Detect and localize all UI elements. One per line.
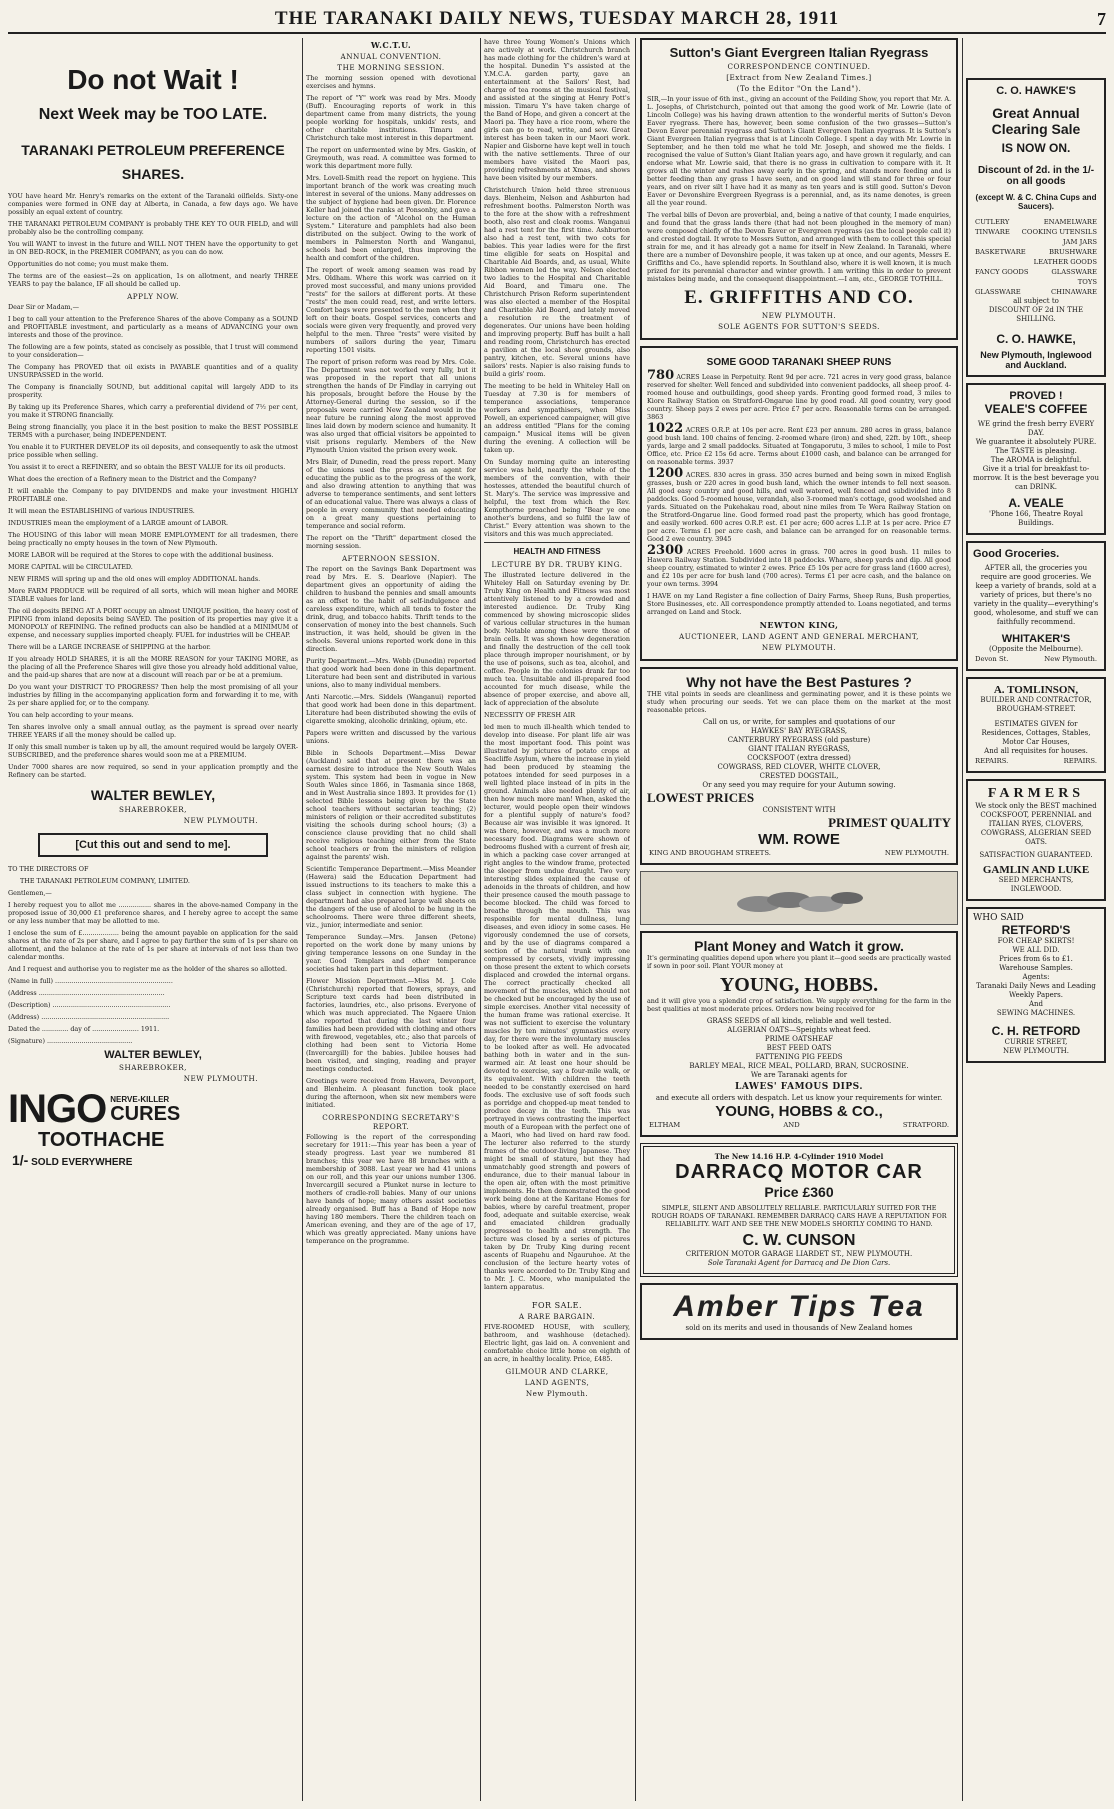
- paragraph: have three Young Women's Unions which are actively at work. Christchurch branch has made clothing for the children's ward at the hospital. Dunedin Y's assisted at the Y.M.C.A. garden party, gave an entertainment at the Sailors' Rest, had charge of tea rooms at the musical festival, and assisted at the singing at Henry Pott's mission. Timaru Y's have taken charge of the Band of Hope, and given a concert at the Maori pa. They have a rice room, where the girls can go to read, write, and sew. Great interest has been taken in our Maori work. Napier and Gisborne have kept well in touch with the native settlements. Three of our members have visited the Maori pas, providing refreshments at Xmas, and shows have been visited by our members.: [484, 38, 630, 182]
- paragraph: Temperance Sunday.—Mrs. Jansen (Petone) reported on the work done by many unions by giving temperance lessons on one Sunday in the year. Good Templars and other temperance societies had taken part in this department.: [306, 933, 476, 973]
- column-farm-ads: [640, 38, 958, 1801]
- form-fields: [8, 977, 298, 1021]
- coffee-guarantee: We guarantee it absolutely PURE.: [975, 438, 1097, 446]
- paragraph: On Sunday morning quite an interesting service was held, nearly the whole of the members of the convention, with their hostesses, attended the beautiful church of St. Mary's. The service was impressive and helpful, the text from which the Rev. Kempthorne preached being "Bear ye one another's burdens, and so fulfil the law of Christ." Every attention was shown to the visitors and this was much appreciated.: [484, 458, 630, 538]
- hawke-discount: Discount of 2d. in the 1/- on all goods: [977, 165, 1095, 187]
- darracq-top: The New 14.16 H.P. 4-Cylinder 1910 Model: [714, 1152, 884, 1161]
- grass-item: BEST FEED OATS: [766, 1044, 832, 1052]
- paragraph: The morning session opened with devotional exercises and hymns.: [306, 74, 476, 90]
- whitaker-sub: (Opposite the Melbourne).: [988, 645, 1084, 653]
- sutton-title: Sutton's Giant Evergreen Italian Ryegrass: [669, 45, 929, 60]
- column-wctu: [306, 38, 476, 1801]
- seed-item: GIANT ITALIAN RYEGRASS,: [748, 745, 850, 753]
- bargain-head: A RARE BARGAIN.: [518, 1312, 596, 1321]
- yh-eltham: ELTHAM: [649, 1121, 681, 1129]
- grass-list: [647, 1017, 951, 1071]
- ingo-cures: CURES: [110, 1102, 181, 1125]
- signature-2-title: SHAREBROKER,: [119, 1063, 187, 1072]
- form-text-3: And I request and authorise you to register me as the holder of the shares so allotted.: [8, 965, 288, 973]
- we-all-did: WE ALL DID.: [1012, 946, 1060, 954]
- run-text: ACRES Lease in Perpetuity. Rent 9d per acre. 721 acres in very good grass, balance reserved for shelter. Well fenced and subdivided into convenient paddocks, all sheep proof. 4-roomed house and outbuildings, good sheep yards. Fronting good formed road, 3 miles to Kiore Railway Station on Stratford-Ongarue line by good road. All good country, very good country. Sheep pays 2 ewes per acre. Price £7 per acre. Reasonable terms can be arranged. 3863: [647, 373, 951, 421]
- veale-advert: [966, 383, 1106, 535]
- letter-body: [8, 315, 298, 779]
- tomlinson-street: BROUGHAM-STREET.: [996, 705, 1076, 713]
- paragraph: Under 7000 shares are now required, so send in your application promptly and the Refinery can be started.: [8, 763, 298, 779]
- ingo-price: 1/-: [12, 1152, 29, 1168]
- griffiths-agents: SOLE AGENTS FOR SUTTON'S SEEDS.: [718, 322, 880, 331]
- yh-company: YOUNG, HOBBS & CO.,: [715, 1103, 883, 1120]
- paragraph: The illustrated lecture delivered in the Whiteley Hall on Saturday evening by Dr. Truby King on Health and Fitness was most attentively listened to by a crowded and interested audience. Dr. Truby King commenced by showing microscopic slides of various cellular structures in the human body. Notable among these were those of brain cells. It was shown how degeneration and finally the destruction of the cell took place through improper nourishment, or by the use of poisons, such as tea, alcohol, and coffee. People in the colonies drank far too much tea. Unsuitable and ill-prepared food accounted for much disease, while the absence of proper exercise, and above all, lack of appreciation of the absolute: [484, 571, 630, 707]
- masthead-title: THE TARANAKI DAILY NEWS, TUESDAY MARCH 28, 1911: [274, 8, 840, 29]
- goods-item: BASKETWARE: [975, 248, 1026, 256]
- hawke-name-2: C. O. HAWKE,: [996, 332, 1076, 346]
- seed-item: HAWKES' BAY RYEGRASS,: [750, 727, 848, 735]
- retford-advert: [966, 907, 1106, 1063]
- paragraph: The HOUSING of this labor will mean MORE EMPLOYMENT for all tradesmen, there being practically no empty houses in the town of New Plymouth.: [8, 531, 298, 547]
- column-petroleum-advert: [8, 38, 298, 1801]
- lawes-text: and execute all orders with despatch. Let us know your requirements for winter.: [655, 1094, 943, 1102]
- paragraph: More FARM PRODUCE will be required of all sorts, which will mean higher and MORE STABLE values for land.: [8, 587, 298, 603]
- hawke-clearing: Clearing Sale: [991, 121, 1081, 137]
- signature-title: SHAREBROKER,: [119, 805, 187, 814]
- darracq-price: Price £360: [764, 1184, 834, 1200]
- wctu-afternoon: AFTERNOON SESSION.: [341, 554, 440, 563]
- paragraph: It will enable the Company to pay DIVIDENDS and make your investment HIGHLY PROFITABLE one.: [8, 487, 298, 503]
- column-rule: [962, 38, 963, 1801]
- cut-notice-box: [38, 833, 268, 857]
- run-text: ACRES O.R.P. at 10s per acre. Rent £23 per annum. 280 acres in grass, balance good bush land. 100 chains of fencing. 2-roomed whare (iron) and shed, 22ft. by 10ft., sheep yards, large and 2 small paddocks. Situated at Tongaporutu, 3 miles to school, 1 mile to Post Office, etc. Price £2 15s 6d acre. Terms about £1000 cash, and balance can be arranged for on reasonable terms. 3937: [647, 426, 951, 466]
- run-text: ACRES Freehold. 1600 acres in grass. 700 acres in good bush. 11 miles to Hawera Railway Station. Subdivided into 18 paddocks. Whare, sheep yards and dip. All good sheep country, estimated to winter 2 ewes. Price £5 10s per acre for grass land (1600 acres), and £2 10s per acre for bush land (700 acres). Terms £1 per acre cash, and the balance on your own terms. 3994: [647, 548, 951, 588]
- apply-now: APPLY NOW.: [127, 292, 179, 301]
- paragraph: Papers were written and discussed by the various unions.: [306, 729, 476, 745]
- wctu-corr: CORRESPONDING SECRETARY'S REPORT.: [322, 1113, 460, 1131]
- run-acres: 1200: [647, 466, 684, 481]
- goods-item: TOYS: [1077, 278, 1097, 286]
- paragraph: THE TARANAKI PETROLEUM COMPANY is probably THE KEY TO OUR FIELD, and will probably also be the controlling company.: [8, 220, 298, 236]
- intro-text: [8, 192, 298, 288]
- tomlinson-advert: [966, 677, 1106, 773]
- cheap-skirts: FOR CHEAP SKIRTS!: [997, 937, 1075, 945]
- goods-row: [973, 287, 1099, 297]
- wctu-morning-text: [306, 74, 476, 550]
- paragraph: You enable it to FURTHER DEVELOP its oil deposits, and consequently to ask the utmost price possible when selling.: [8, 443, 298, 459]
- health-lecture: LECTURE BY DR. TRUBY KING.: [491, 560, 623, 569]
- grass-item: BARLEY MEAL, RICE MEAL, POLLARD, BRAN, SUCROSINE.: [689, 1062, 909, 1070]
- retford-name: C. H. RETFORD: [991, 1024, 1081, 1038]
- gamlin-name: GAMLIN AND LUKE: [982, 864, 1090, 876]
- column-rule: [302, 38, 303, 1801]
- coffee-trial: Give it a trial for breakfast to-morrow. It is the best beverage you can DRINK.: [973, 465, 1099, 491]
- form-signature: (Signature) ..........................................: [8, 1037, 133, 1045]
- proved: PROVED !: [1009, 390, 1063, 402]
- grass-item: ALGERIAN OATS—Speights wheat feed.: [727, 1026, 871, 1034]
- paragraph: By taking up its Preference Shares, which carry a preferential dividend of 7½ per cent, you make it STRONG financially.: [8, 403, 298, 419]
- ingo-nerve-killer: NERVE-KILLER: [110, 1094, 170, 1104]
- form-field: (Description) ..........................................................: [8, 1001, 171, 1009]
- hawke-advert: [966, 78, 1106, 377]
- retford-prices: Prices from 6s to £1.: [999, 955, 1073, 963]
- groceries-text: AFTER all, the groceries you require are good groceries. We keep a variety of brands, sold at a variety of prices, but there's no variety in the quality—everything's good, wholesome, and stuff we can faithfully recommend.: [973, 564, 1099, 626]
- paragraph: YOU have heard Mr. Henry's remarks on the extent of the Taranaki oilfields. Sixty-one companies were formed in ONE day at Alberta, in Canada, a few days ago. We have possibly an equal extent of country.: [8, 192, 298, 216]
- goods-item: BRUSHWARE: [1048, 248, 1097, 256]
- rowe-name: WM. ROWE: [758, 831, 840, 848]
- plant-text-2: and it will give you a splendid crop of satisfaction. We supply everything for the farm in the best qualities at most moderate prices. Orders now being received for: [647, 997, 951, 1013]
- sheep-runs-head: SOME GOOD TARANAKI SHEEP RUNS: [706, 357, 892, 368]
- plant-head: Plant Money and Watch it grow.: [694, 938, 904, 954]
- repairs-left: REPAIRS.: [975, 757, 1009, 765]
- hawke-now-on: IS NOW ON.: [1001, 141, 1071, 155]
- griffiths-place: NEW PLYMOUTH.: [761, 311, 837, 320]
- wctu-head: W.C.T.U.: [370, 40, 412, 50]
- form-field: (Name in full) ..........................................................: [8, 977, 173, 985]
- paragraph: You can help according to your means.: [8, 711, 134, 719]
- goods-row: [973, 227, 1099, 237]
- repairs-row: [973, 756, 1099, 766]
- primest-quality: PRIMEST QUALITY: [828, 815, 951, 830]
- paragraph: The report of prison reform was read by Mrs. Cole. The Department was not worked very fully, but it was proposed in the report that all unions strengthen the hands of Dr Findlay in carrying out his proposals, brought before the House by the Attorney-General during the session, so if the proposals were carried New Zealand would in the near future be running along the most approved lines laid down by modern science and humanity. It was also urged that official visitors be appointed to visit prisons regularly. Members of the New Plymouth Union visited the prison every week.: [306, 358, 476, 454]
- yh-branch-row: [647, 1120, 951, 1130]
- sutton-body: SIR,—In your issue of 6th inst., giving an account of the Feilding Show, you report that Mr. A. L. Josephs, of Christchurch, pointed out that among the good work of Mr. Lowrie (late of Lincoln College) was his having drawn attention to the wonderful merits of Sutton's Devon Eaver ryegrass. There has, however, been some confusion of the two grasses—Sutton's Devon Eaver perennial ryegrass and Sutton's Giant Evergreen Italian ryegrass. It is Sutton's Giant Evergreen Italian ryegrass that is at Lincoln College. I spent a day with Mr. Lowrie in September, and he then told me what he told Mr. Joseph, and showed me the fields. I recognised the value of Sutton's Giant Italian years ago, and have grown it regularly, and can endorse what Mr. Lowrie said, that there is no grass in cultivation to compare with it. It grows all the winter and rushes away early in the spring, and stands more feeding and is better feeding than any grass I have seen, and on good land will stand for three or four years, and on river silt I have had it as many as ten years and is still good. Sutton's Devon Eaver or Devonshire Evergreen Ryegrass is a perennial, and, as its name denotes, is green all the year round.: [647, 95, 951, 207]
- paragraph: The Company has PROVED that oil exists in PAYABLE quantities and of a quality UNSURPASSED in the world.: [8, 363, 298, 379]
- who-said: WHO SAID: [973, 913, 1024, 923]
- seed-item: CRESTED DOGSTAIL,: [759, 772, 839, 780]
- masthead: [8, 6, 1106, 34]
- for-sale-head: FOR SALE.: [531, 1301, 583, 1310]
- coins-illustration: [640, 871, 958, 925]
- ingo-brand: INGO: [8, 1087, 107, 1131]
- goods-item: GLASSWARE: [975, 288, 1021, 296]
- darracq-advert: [640, 1143, 958, 1277]
- goods-item: LEATHER GOODS: [1033, 258, 1097, 266]
- seeds-note: Or any seed you may require for your Autumn sowing.: [702, 781, 896, 789]
- sheep-run-item: [647, 466, 951, 543]
- retford-title: RETFORD'S: [1001, 923, 1071, 937]
- paragraph: NECESSITY OF FRESH AIR: [484, 711, 576, 719]
- paragraph: Opportunities do not come; you must make them.: [8, 260, 169, 268]
- health-head: HEALTH AND FITNESS: [484, 542, 630, 556]
- tomlinson-builder: BUILDER AND CONTRACTOR,: [980, 696, 1092, 704]
- run-acres: 2300: [647, 543, 684, 558]
- column-shop-ads: [966, 38, 1106, 1801]
- paragraph: led men to much ill-health which tended to develop into disease. For plant life air was the most important food. This point was illustrated by pictures of potato crops at Seacliffe Asylum, where the increase in yield had been produced by steaming the potatoes intended for seed purposes in a well lighted place instead of in pits in the ground. Animals also needed plenty of air, then how much more man! When, asked the lecturer, would people open their windows for a plentiful supply of nature's food? Because air was invisible it was ignored. It was there, however, and was a much more necessary food. Diagrams were shown of bedrooms flushed with a current of fresh air, in which a packing case cover arranged at right angles to the window frame, protected the sleeper from undue draught. Two very interesting slides explained the cause of adenoids in the throats of children, and how their presence caused the mouth passage to become blocked. The child was forced to breathe through the mouth. This was responsible for mental dullness, lung diseases, and even idiocy in some cases. He vigorously condemned the use of corsets, and by the use of diagrams compared a section of the natural trunk with one compressed by corsets, vividly impressing on those present the extent to which corsets displaced and crowded the internal organs. The correct practically checked all movement of the muscles, which should not be checked but be encouraged by the use of simple exercises. Another vital necessity of the human frame was rational exercise. It was not sufficient to exercise the voluntary muscles by ten minutes' gymnastics every day, for there were the involuntary muscles to be looked after as well. He advocated bathing both in water and in the sun-warmed air. At least one hour should be devoted to exercise, say a four-mile walk, or its equivalent. With children the teeth needed to be constantly exercised on hard foods. The exclusive use of soft foods such as porridge and chopped-up meat tended to produce decay in the teeth. This was portrayed in views contrasting the imperfect mouth of a European with the perfect one of a Maori, who had lived on hard raw food. The lecturer also referred to the sturdy frames of the outdoor-living Japanese. They might be small of stature, but they had unmatchably good strength and powers of endurance, due to their manual labour in the open air, often with the most primitive implements. He then demonstrated the good work being done at the Karitane Homes for babies, where by careful treatment, proper food, adequate and suitable exercise, weak and emaciated children gradually progressed to health and strength. The lecture was closed by a series of pictures taken by Dr. Truby King during recent ascents of Ruapehu and Ngauruhoe. At the conclusion of the lecture hearty votes of thanks were accorded to Dr. Truby King and to Mr. J. C. Moore, who manipulated the lantern apparatus.: [484, 723, 630, 1291]
- form-to: TO THE DIRECTORS OF: [8, 865, 89, 873]
- signature-2-place: NEW PLYMOUTH.: [183, 1074, 258, 1083]
- hawke-places: New Plymouth, Inglewood and Auckland.: [980, 350, 1092, 370]
- paragraph: Ten shares involve only a small annual outlay, as the payment is spread over nearly THREE YEARS if all the money should be called up.: [8, 723, 298, 739]
- paragraph: If you already HOLD SHARES, it is all the MORE REASON for your TAKING MORE, as the placing of all the Preference Shares will give those you already hold additional value, and the paid-up shares that are now at a discount will reach par or be at a premium.: [8, 655, 298, 679]
- ingo-toothache: TOOTHACHE: [38, 1129, 165, 1151]
- health-text: [484, 571, 630, 1291]
- paragraph: The meeting to be held in Whiteley Hall on Tuesday at 7.30 is for members of temperance associations, temperance workers and sympathisers, when Miss Powell, an experienced campaigner, will give an address entitled "Plans for the coming campaign." Musical items will be given during the evening. A collection will be taken up.: [484, 382, 630, 454]
- whitaker-place: New Plymouth.: [1044, 655, 1097, 663]
- column-rule: [635, 38, 636, 1801]
- paragraph: The Company is financially SOUND, but additional capital will largely ADD to its prosperity.: [8, 383, 298, 399]
- sheep-run-item: [647, 421, 951, 466]
- paragraph: Mrs Blair, of Dunedin, read the press report. Many of the unions used the press as an agent for educating the public as to the progress of the work, and also drawing attention to anything that was adverse to temperance sentiments, and sent letters of an educational value. There was always a class of people in every community that needed educating on a great many questions pertaining to temperance and social reform.: [306, 458, 476, 530]
- goods-row: [973, 267, 1099, 277]
- seed-list: [647, 727, 951, 781]
- paragraph: I beg to call your attention to the Preference Shares of the above Company as a SOUND and PROFITABLE investment, and particularly as a means of ADVANCING your own interests and those of the province.: [8, 315, 298, 339]
- cunson-sole: Sole Taranaki Agent for Darracq and De Dion Cars.: [707, 1259, 891, 1267]
- goods-item: JAM JARS: [1062, 238, 1097, 246]
- whitaker-street: Devon St.: [975, 655, 1009, 663]
- consistent-with: CONSISTENT WITH: [762, 806, 836, 814]
- rowe-address: KING AND BROUGHAM STREETS.: [649, 849, 771, 857]
- column-health: [484, 38, 630, 1801]
- sheep-runs-list: [647, 368, 951, 588]
- whitaker-advert: [966, 541, 1106, 671]
- paragraph: Do you want your DISTRICT TO PROGRESS? Then help the most promising of all your industries by filling in the accompanying application form and forwarding it to me, with 2s per share applied for, or to the company.: [8, 683, 298, 707]
- rowe-place: NEW PLYMOUTH.: [884, 849, 949, 857]
- paragraph: It will mean the ESTABLISHING of various INDUSTRIES.: [8, 507, 195, 515]
- rowe-address-row: [647, 848, 951, 858]
- sutton-advert: [640, 38, 958, 340]
- signature-place: NEW PLYMOUTH.: [183, 816, 258, 825]
- ingo-sold: SOLD EVERYWHERE: [31, 1157, 133, 1168]
- pastures-call: Call on us, or write, for samples and quotations of our: [702, 718, 896, 726]
- wctu-afternoon-text: [306, 565, 476, 1109]
- paragraph: Anti Narcotic.—Mrs. Siddels (Wanganui) reported that good work had been done in this department. Literature had been distributed showing the evils of cigarette smoking, alcoholic drinking, opium, etc.: [306, 693, 476, 725]
- retford-street: CURRIE STREET,: [1004, 1038, 1068, 1046]
- rowe-advert: [640, 667, 958, 865]
- lowest-prices: LOWEST PRICES: [647, 790, 755, 805]
- farmers-head: FARMERS: [987, 786, 1085, 801]
- yh-and: AND: [783, 1121, 800, 1129]
- newton-title: AUCTIONEER, LAND AGENT AND GENERAL MERCHANT,: [679, 632, 919, 641]
- paragraph: Greetings were received from Hawera, Devonport, and Blenheim. A pleasant function took place during the afternoon, when six new members were initiated.: [306, 1077, 476, 1109]
- paragraph: Christchurch Union held three strenuous days. Blenheim, Nelson and Ashburton had refreshment booths. Palmerston North was to the fore at the show with a refreshment booth, also rest and cloak rooms. Wanganui had a rest tent for the first time. Ashburton also had a rest tent, with two cots for babies. This year ladies were for the first time eligible for seats on Hospital and Charitable Aid Boards, and, as usual, White Ribbon women led the way. Nelson elected two ladies to the Hospital and Charitable Aid Board, and Timaru one. The Christchurch Prison Reform superintendent was also elected a member of the Hospital and Charitable Aid Board, and lately moved a resolution re the treatment of degenerates. Our unions have been holding and improving property. Buff has built a hall and reading room, Christchurch has erected a pavilion at the local show grounds, also pantry, kitchen, etc. Several unions have sailors' rests. Napier is also raising funds to build a girls' room.: [484, 186, 630, 378]
- hawke-discount-2: DISCOUNT OF 2d IN THE SHILLING.: [988, 306, 1084, 323]
- seed-item: COWGRASS, RED CLOVER, WHITE CLOVER,: [717, 763, 881, 771]
- hawke-annual: Great Annual: [992, 105, 1080, 121]
- headline-do-not-wait: Do not Wait !: [67, 64, 239, 95]
- sheep-run-item: [647, 368, 951, 421]
- paragraph: The report on the "Thrift" department closed the morning session.: [306, 534, 476, 550]
- form-company: THE TARANAKI PETROLEUM COMPANY, LIMITED.: [20, 877, 190, 885]
- paragraph: There will be a LARGE INCREASE of SHIPPING at the harbor.: [8, 643, 211, 651]
- paragraph: Purity Department.—Mrs. Webb (Dunedin) reported that good work had been done in this department. Literature had been sent and distributed in various unions, also to many individual members.: [306, 657, 476, 689]
- wctu-sub: ANNUAL CONVENTION.: [340, 52, 442, 61]
- yh-stratford: STRATFORD.: [902, 1121, 949, 1129]
- coffee-aroma: The AROMA is delightful.: [990, 456, 1082, 464]
- paragraph: The report of "Y" work was read by Mrs. Moody (Buff). Encouraging reports of work in this department came from many districts, the young people working for hospitals, unkids' rests, and other charitable institutions. Timaru and Christchurch take most interest in this department.: [306, 94, 476, 142]
- and-word: And: [1028, 1000, 1044, 1008]
- paragraph: What does the erection of a Refinery mean to the District and the Company?: [8, 475, 257, 483]
- sale-agent: GILMOUR AND CLARKE,: [505, 1367, 609, 1376]
- sale-place: New Plymouth.: [525, 1389, 589, 1398]
- seed-item: COCKSFOOT (extra dressed): [747, 754, 851, 762]
- tomlinson-name: A. TOMLINSON,: [993, 684, 1079, 696]
- retford-place: NEW PLYMOUTH.: [1003, 1047, 1069, 1055]
- sewing: SEWING MACHINES.: [996, 1009, 1076, 1017]
- paragraph: Scientific Temperance Department.—Miss Meander (Hawera) said the Education Department had issued instructions to its teachers to make this a class subject in connection with hygiene. The department had also prepared large wall sheets on the dangers of the use of alcohol to be hung in the schoolrooms. There were three different sheets, viz., junior, intermediate and senior.: [306, 865, 476, 929]
- wctu-session: THE MORNING SESSION.: [337, 63, 445, 72]
- signature-2-name: WALTER BEWLEY,: [104, 1049, 202, 1061]
- paragraph: MORE CAPITAL will be CIRCULATED.: [8, 563, 133, 571]
- amber-tips-advert: [640, 1283, 958, 1340]
- sutton-sub: CORRESPONDENCE CONTINUED.: [727, 62, 871, 71]
- paragraph: Following is the report of the corresponding secretary for 1911:—This year has been a year of steady progress. Last year we numbered 81 branches; this year we have 88 branches with a membership of 3088. Last year we had 41 unions on our roll, and this year our unions number 1306. Invercargill secured a Plunket nurse in lecture to mothers of cradle-roll babies. Many of our unions have bands of hope; many others assist societies already organised. Buff has a Band of Hope now having 180 members. There the children teach on American evening, and they are of the age of 17, which was greatly appreciated. Many unions have temperance on the programme.: [306, 1133, 476, 1245]
- goods-row: [973, 257, 1099, 267]
- lawes-pre: We are Taranaki agents for: [750, 1071, 848, 1079]
- paragraph: Flower Mission Department.—Miss M. J. Cole (Christchurch) reported that flowers, sprays, and Scripture text cards had been distributed in factories, laundries, etc., also prisons. Everyone of which was much appreciated. The Ngaere Union also reported that during the last winter four families had been provided with clothing and others with firewood, vegetables, etc.; also that parcels of clothing had been sent to Victoria Home (Invercargill) for the babies. Jubilee houses had been visited, and singing, reading and prayer meetings conducted.: [306, 977, 476, 1073]
- ingo-advert: [8, 1089, 298, 1129]
- paragraph: Bible in Schools Department.—Miss Dewar (Auckland) said that at present there was an earnest desire to introduce the New South Wales system. This system had been in vogue in New South Wales since 1866, in Tasmania since 1868, and in West Australia since 1893. It provides for (1) selected Bible lessons being given by the State school teachers without sectarian teaching; (2) ministers of religion or their accredited substitutes visiting the schools during school hours; (3) a conscience clause providing that no child shall receive religious teaching either from the State school teachers or from the ministers of religion against the parents' wish.: [306, 749, 476, 861]
- hawke-subject: all subject to: [1013, 297, 1059, 305]
- form-salutation: Gentlemen,—: [8, 889, 52, 897]
- goods-row: [973, 237, 1099, 247]
- lawes-dips: LAWES' FAMOUS DIPS.: [735, 1082, 863, 1092]
- goods-row: [973, 217, 1099, 227]
- newton-name: NEWTON KING,: [759, 620, 839, 630]
- salutation: Dear Sir or Madam,—: [8, 303, 79, 311]
- cunson-addr: CRITERION MOTOR GARAGE LIARDET ST., NEW PLYMOUTH.: [685, 1250, 913, 1258]
- sutton-extract: [Extract from New Zealand Times.]: [726, 73, 872, 82]
- paragraph: You assist it to erect a REFINERY, and so obtain the BEST VALUE for its oil products.: [8, 463, 286, 471]
- grass-item: FATTENING PIG FEEDS: [755, 1053, 843, 1061]
- sale-text: FIVE-ROOMED HOUSE, with scullery, bathroom, and washhouse (detached). Electric light, gas laid on. A convenient and comfortable choice little home on eighth of an acre, in healthy locality. Price, £485.: [484, 1323, 630, 1363]
- form-field: (Address ..............................................................: [8, 989, 165, 997]
- grass-item: GRASS SEEDS of all kinds, reliable and well tested.: [706, 1017, 892, 1025]
- gamlin-advert: [966, 779, 1106, 901]
- run-acres: 780: [647, 368, 675, 383]
- satisfaction: SATISFACTION GUARANTEED.: [979, 851, 1093, 859]
- paragraph: The report of week among seamen was read by Mrs. Oldham. Where this work was carried on it proved most successful, and many unions provided "rests" for the sailors at different ports. At these "rests" the men could read, rest, and write letters. Comfort bags were presented to the men when they left on their boats. Gospel services, concerts and socials were given very frequently, and proved very helpful to the men. Three "rests" were visited by numbers of sailors during the year, Timaru reporting 1501 visits.: [306, 266, 476, 354]
- paragraph: The oil deposits BEING AT A PORT occupy an almost UNIQUE position, the heavy cost of PIPING from inland deposits being SAVED. The position of its properties may give it a MONOPOLY of REFINING. The refined products can also be handled at a MINIMUM of expense, and necessary supplies imported cheaply. FUEL for industries will be CHEAP.: [8, 607, 298, 639]
- ingo-copy: [110, 1095, 180, 1124]
- paragraph: The report on unfermented wine by Mrs. Gaskin, of Greymouth, was read. A committee was formed to work this department more fully.: [306, 146, 476, 170]
- signature-name: WALTER BEWLEY,: [90, 787, 216, 803]
- cunson-name: C. W. CUNSON: [742, 1232, 856, 1249]
- good-groceries: Good Groceries.: [973, 548, 1060, 560]
- headline-petroleum: TARANAKI PETROLEUM PREFERENCE: [21, 142, 285, 158]
- paragraph: Being strong financially, you place it in the best position to make the BEST POSSIBLE TERMS with a purchaser, being INDEPENDENT.: [8, 423, 298, 439]
- cut-notice: [Cut this out and send to me].: [75, 839, 231, 851]
- goods-item: ENAMELWARE: [1043, 218, 1097, 226]
- goods-item: TINWARE: [975, 228, 1010, 236]
- amber-title: Amber Tips Tea: [673, 1290, 925, 1323]
- sale-agent-2: LAND AGENTS,: [524, 1378, 590, 1387]
- headline-too-late: Next Week may be TOO LATE.: [38, 106, 268, 123]
- agents: Agents:: [1022, 973, 1050, 981]
- pastures-head: Why not have the Best Pastures ?: [686, 674, 912, 690]
- run-acres: 1022: [647, 421, 684, 436]
- goods-item: CUTLERY: [975, 218, 1010, 226]
- run-text: ACRES. 830 acres in grass. 350 acres burned and being sown in mixed English grasses, bush or 220 acres in good bush land, which the owner intends to fell next season. All good easy country and good hills, and well watered, well fenced and subdivided into 8 paddocks. Good 5-roomed house, verandah, also 3-roomed man's cottage, good woolshed and yards. Situated on the Pukehakau road, about nine miles from Te Wera Railway Station on the Stratford-Ongarue line. Good formed road past the property, which has good frontage, and easily worked. 600 acres O.R.P. est. £1 per acre; 600 acres L.I.P. at 1s per acre. Price £7 per acre. Terms £1 per acre cash, and balance can be arranged for on reasonable terms. Good 2 ewe country. 3945: [647, 471, 951, 543]
- goods-row: [973, 247, 1099, 257]
- coffee-taste: The TASTE is pleasing.: [995, 447, 1077, 455]
- page-number: 7: [1097, 8, 1106, 29]
- whitaker-name: WHITAKER'S: [1001, 633, 1071, 645]
- form-dated: Dated the ............. day of ....................... 1911.: [8, 1025, 160, 1033]
- goods-item: COOKING UTENSILS: [1021, 228, 1097, 236]
- column-rule: [480, 38, 481, 1801]
- paragraph: You will WANT to invest in the future and WILL NOT THEN have the opportunity to get in ON BED-ROCK, in the PREMIER COMPANY, as you can do now.: [8, 240, 298, 256]
- form-text-1: I hereby request you to allot me ................ shares in the above-named Company in the proposed issue of 30,000 £1 preference shares, and I hereby agree to accept the same or any less number that may be allotted to me.: [8, 901, 298, 925]
- paragraph: NEW FIRMS will spring up and the old ones will employ ADDITIONAL hands.: [8, 575, 261, 583]
- veale-name: A. VEALE: [1008, 496, 1064, 510]
- young-hobbs-advert: [640, 931, 958, 1137]
- sheep-runs-advert: [640, 346, 958, 661]
- paragraph: Mrs. Lovell-Smith read the report on hygiene. This important branch of the work was creating much interest in several of the unions. Many addresses on the subject of hygiene had been given. Dr. Florence Keller had joined the ranks at Ponsonby, and gave a lecture on the action of "Alcohol on the Human System." Literature and pamphlets had also been distributed on the subject. Owing to the work of members in Palmerston North and Wanganui, schools had been enlarged, thus improving the health and comfort of the children.: [306, 174, 476, 262]
- paragraph: The report on the Savings Bank Department was read by Mrs. E. S. Dearlove (Napier). The department gives an opportunity of aiding the children to husband the pennies and small amounts as an offset to the habit of self-indulgence and careless expenditure, which all tends to foster the drink, drug, and tobacco habits. Thrift tends to the conservation of money into the best channels. Such instruction, it was held, should be given in the schools. Several unions reported work done in this direction.: [306, 565, 476, 653]
- veale-phone: 'Phone 166, Theatre Royal Buildings.: [989, 510, 1083, 527]
- darracq-text: SIMPLE, SILENT AND ABSOLUTELY RELIABLE. PARTICULARLY SUITED FOR THE ROUGH ROADS OF TARANAKI. REMEMBER DARRACQ CARS HAVE A REPUTATION FOR RELIABILITY. WAIT AND SEE THE NEW MODELS SHORTLY COMING TO HAND.: [651, 1204, 947, 1228]
- paragraph: MORE LABOR will be required at the Stores to cope with the additional business.: [8, 551, 274, 559]
- wctu-continued-text: [484, 38, 630, 378]
- sheep-run-item: [647, 543, 951, 588]
- tomlinson-requisites: And all requisites for houses.: [984, 747, 1088, 755]
- gamlin-sub: SEED MERCHANTS,: [998, 876, 1074, 884]
- gamlin-place: INGLEWOOD.: [1010, 885, 1062, 893]
- sutton-body-2: The verbal bills of Devon are proverbial, and, being a native of that county, I made enquiries, and found that the grass lands there (that had not been ploughed in the memory of man) were composed chiefly of the Devon Eaver or Evergreen ryegrass (as the local people call it) and crested dogtail. It wrote to Messrs Sutton, and arranged with them to collect this special strain for me, and it has already got a name for itself in New Zealand. In Taranaki, where there are a number of Devonshire people, it was taken up at once, and our agents, Messrs E. Griffiths and Co., have splendid reports. In Southland also, where it is well known, it is much prized for its perennial character and winter growth. I am writing this in order to prevent mistakes being made, and the consequent disappointment.—I am, etc., GEORGE TOTHILL.: [647, 211, 951, 283]
- runs-note: I HAVE on my Land Register a fine collection of Dairy Farms, Sheep Runs, Bush properties, Store Businesses, etc. All correspondence promptly attended to. Loans negotiated, and terms arranged on Land and Stock.: [647, 592, 951, 616]
- meeting-text: [484, 382, 630, 538]
- paragraph: If only this small number is taken up by all, the amount required would be largely OVER-SUBSCRIBED, and the preference shares would soon me at a PREMIUM.: [8, 743, 298, 759]
- veale-coffee: VEALE'S COFFEE: [984, 402, 1088, 416]
- headline-shares: SHARES.: [121, 166, 185, 182]
- hawke-name: C. O. HAWKE'S: [996, 85, 1076, 97]
- goods-row: [973, 277, 1099, 287]
- tomlinson-estimates: ESTIMATES GIVEN for Residences, Cottages, Stables, Motor Car Houses,: [981, 720, 1091, 746]
- newton-place: NEW PLYMOUTH.: [761, 643, 837, 652]
- grass-item: PRIME OATSHEAF: [764, 1035, 834, 1043]
- goods-item: FANCY GOODS: [975, 268, 1029, 276]
- coin-pile-icon: [729, 878, 869, 918]
- plant-text: It's germinating qualities depend upon where you plant it—good seeds are practically wasted if sown in poor soil. Plant YOUR money at: [647, 954, 951, 970]
- agents-text: Taranaki Daily News and Leading Weekly Papers.: [976, 982, 1096, 999]
- goods-item: GLASSWARE: [1051, 268, 1097, 276]
- coffee-text: WE grind the fresh berry EVERY DAY.: [977, 420, 1095, 437]
- repairs-right: REPAIRS.: [1063, 757, 1097, 765]
- form-field: (Address) ...............................................................: [8, 1013, 170, 1021]
- pastures-text: THE vital points in seeds are cleanliness and germinating power, and it is these points we study when procuring our seeds. Yet we can place them on the market at the most reasonable prices.: [647, 690, 951, 714]
- paragraph: The following are a few points, stated as concisely as possible, that I trust will commend to your consideration—: [8, 343, 298, 359]
- warehouse: Warehouse Samples.: [999, 964, 1073, 972]
- farmers-text: We stock only the BEST machined COCKSFOOT, PERENNIAL and ITALIAN RYES, CLOVERS, COWGRASS, ALGERIAN SEED OATS.: [975, 802, 1097, 846]
- whitaker-row: [973, 654, 1099, 664]
- griffiths-name: E. GRIFFITHS AND CO.: [684, 287, 914, 308]
- amber-sub: sold on its merits and used in thousands of New Zealand homes: [685, 1324, 913, 1332]
- seed-item: CANTERBURY RYEGRASS (old pasture): [727, 736, 871, 744]
- sutton-editor: (To the Editor "On the Land").: [736, 84, 862, 93]
- form-text-2: I enclose the sum of £.................. being the amount payable on application for the said shares at the rate of 2s per share, and I agree to pay further the sum of 1s per share on allotment, and the balance at the rate of 1s per share at intervals of not less than two calendar months.: [8, 929, 298, 961]
- hawke-except: (except W. & C. China Cups and Saucers).: [975, 193, 1097, 211]
- wctu-corr-text: [306, 1133, 476, 1245]
- darracq-title: DARRACQ MOTOR CAR: [675, 1161, 923, 1183]
- young-hobbs: YOUNG, HOBBS.: [719, 974, 879, 996]
- goods-item: CHINAWARE: [1050, 288, 1097, 296]
- paragraph: INDUSTRIES mean the employment of a LARGE amount of LABOR.: [8, 519, 229, 527]
- paragraph: The terms are of the easiest—2s on application, 1s on allotment, and nearly THREE YEARS to pay the balance, IF all should be called up.: [8, 272, 298, 288]
- goods-list: [973, 217, 1099, 297]
